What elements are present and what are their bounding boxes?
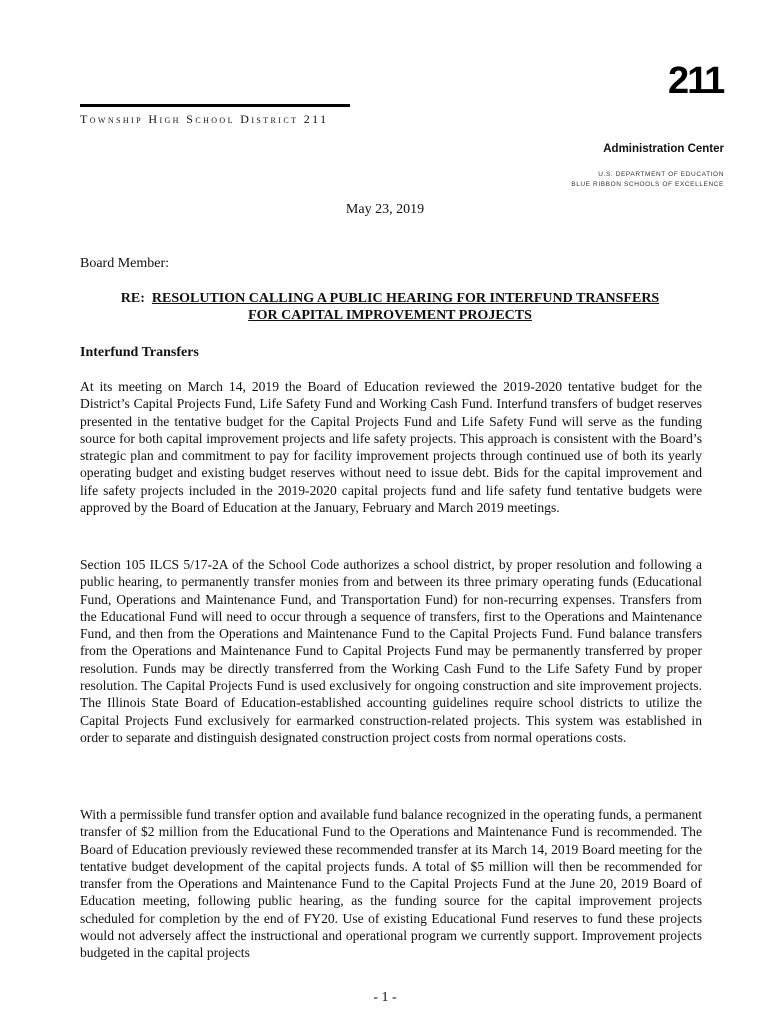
paragraph-2: Section 105 ILCS 5/17-2A of the School Code authorizes a school district, by proper resolution and following a public hearing, to permanently transfer monies from and between its three primary operating funds (Educational Fund, Operations and Maintenance Fund, and Transportation Fund) for non-recurring expenses. Transfers from the Educational Fund will need to occur through a sequence of transfers, first to the Operations and Maintenance Fund, and then from the Operations and Maintenance Fund to the Capital Projects Fund. Fund balance transfers from the Operations and Maintenance Fund to Capital Projects Fund may be permanently transferred by proper resolution. Funds may be directly transferred from the Working Cash Fund to the Life Safety Fund by proper resolution. The Capital Projects Fund is used exclusively for ongoing construction and site improvement projects. The Illinois State Board of Education-established accounting guidelines require school districts to utilize the Capital Projects Fund exclusively for earmarked construction-related projects. This system was established in order to separate and distinguish designated construction project costs from normal operations costs.: [80, 557, 702, 745]
letter-date: May 23, 2019: [345, 202, 425, 217]
re-subject: [80, 290, 700, 324]
logo-text: 211: [668, 60, 724, 102]
recognition-line-2: BLUE RIBBON SCHOOLS OF EXCELLENCE: [571, 181, 724, 188]
district-logo: [668, 60, 728, 102]
re-subject-line-2: FOR CAPITAL IMPROVEMENT PROJECTS: [248, 308, 532, 323]
admin-center-label: Administration Center: [603, 143, 724, 155]
district-name: Township High School District 211: [80, 112, 329, 126]
recognition-block: [571, 170, 724, 190]
salutation: Board Member:: [80, 256, 170, 271]
re-prefix: RE:: [120, 291, 145, 306]
paragraph-1: At its meeting on March 14, 2019 the Board of Education reviewed the 2019-2020 tentative budget for the District’s Capital Projects Fund, Life Safety Fund and Working Cash Fund. Interfund transfers of budget reserves presented in the tentative budget for the Capital Projects Fund and Life Safety Fund will serve as the funding source for both capital improvement projects and life safety projects. This approach is consistent with the Board’s strategic plan and commitment to pay for facility improvement projects through continued use of both its yearly operating budget and existing budget reserves without need to issue debt. Bids for the capital improvement and life safety projects included in the 2019-2020 capital projects fund and life safety fund tentative budgets were approved by the Board of Education at the January, February and March 2019 meetings.: [80, 379, 702, 516]
page-number: - 1 -: [373, 990, 397, 1005]
paragraph-3: With a permissible fund transfer option and available fund balance recognized in the operating funds, a permanent transfer of $2 million from the Educational Fund to the Operations and Maintenance Fund is recommended. The Board of Education previously reviewed these recommended transfer at its March 14, 2019 Board meeting for the tentative budget development of the capital projects funds. A total of $5 million will then be recommended for transfer from the Operations and Maintenance Fund to the Capital Projects Fund at the June 20, 2019 Board of Education meeting, following public hearing, as the funding source for the capital improvement projects scheduled for completion by the end of FY20. Use of existing Educational Fund reserves to fund these projects would not adversely affect the instructional and operational program we currently support. Improvement projects budgeted in the capital projects: [80, 807, 702, 961]
re-subject-line-1: RESOLUTION CALLING A PUBLIC HEARING FOR INTERFUND TRANSFERS: [151, 291, 660, 306]
header-rule: [80, 104, 350, 107]
section-heading: Interfund Transfers: [80, 345, 199, 360]
recognition-line-1: U.S. DEPARTMENT OF EDUCATION: [598, 171, 724, 178]
